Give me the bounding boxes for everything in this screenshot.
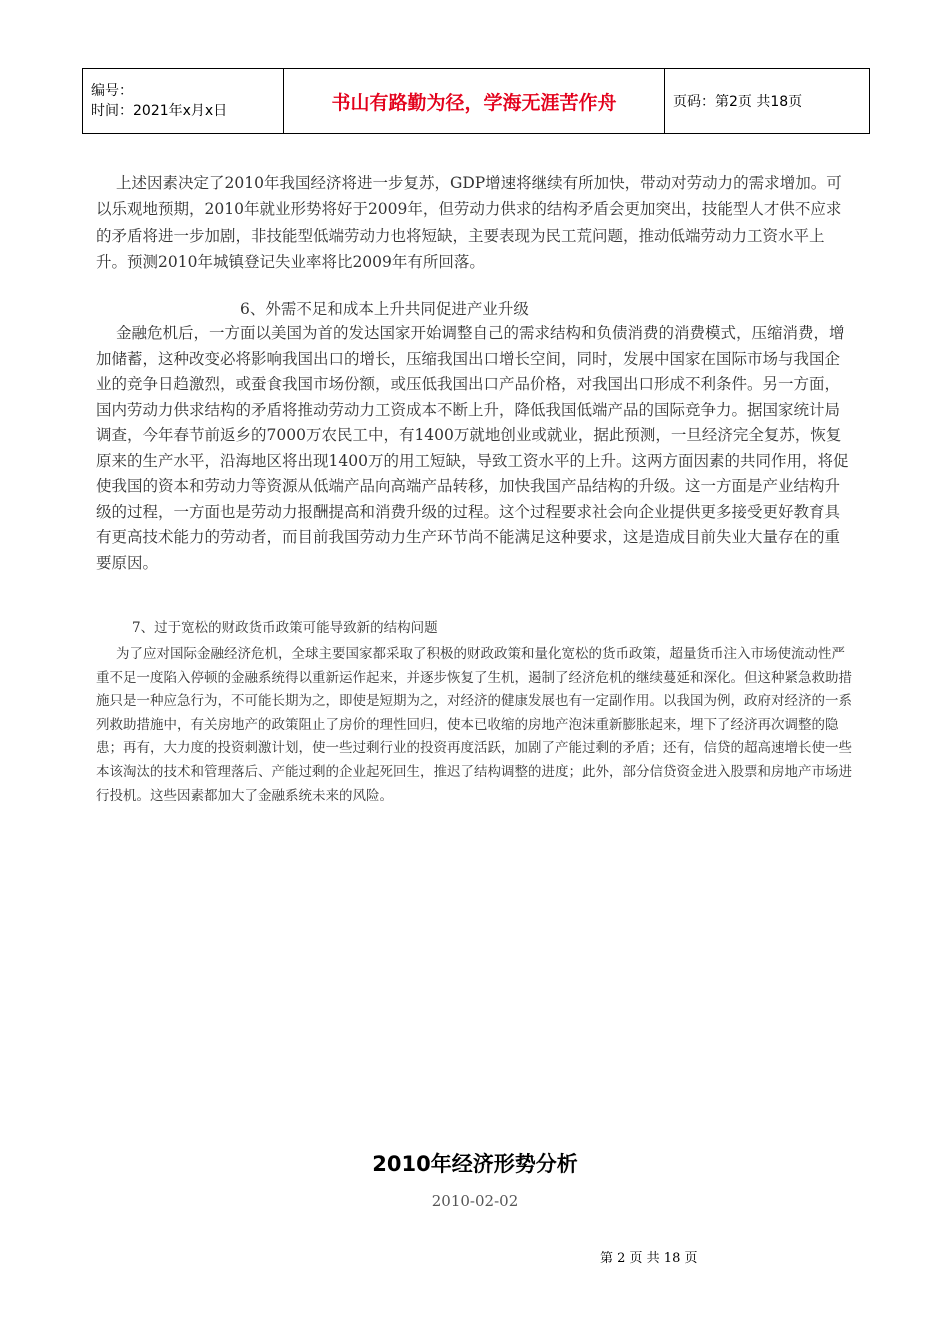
header-meta-cell xyxy=(83,69,284,134)
header-page-label: 页码：第2页 共18页 xyxy=(665,69,870,134)
section-heading-7: 7、过于宽松的财政货币政策可能导致新的结构问题 xyxy=(132,620,438,636)
footer-title: 2010年经济形势分析 xyxy=(372,1152,578,1176)
paragraph-industrial-upgrade: 金融危机后，一方面以美国为首的发达国家开始调整自己的需求结构和负债消费的消费模式，压缩消费，增加储蓄，这种改变必将影响我国出口的增长，压缩我国出口增长空间，同时，发展中国家在国际市场与我国企业的竞争日趋激烈，或蚕食我国市场份额，或压低我国出口产品价格，对我国出口形成不利条件。另一方面，国内劳动力供求结构的矛盾将推动劳动力工资成本不断上升，降低我国低端产品的国际竞争力。据国家统计局调查，今年春节前返乡的7000万农民工中，有1400万就地创业或就业，据此预测，一旦经济完全复苏，恢复原来的生产水平，沿海地区将出现1400万的用工短缺，导致工资水平的上升。这两方面因素的共同作用，将促使我国的资本和劳动力等资源从低端产品向高端产品转移，加快我国产品结构的升级。这一方面是产业结构升级的过程，一方面也是劳动力报酬提高和消费升级的过程。这个过程要求社会向企业提供更多接受更好教育具有更高技术能力的劳动者，而目前我国劳动力生产环节尚不能满足这种要求，这是造成目前失业大量存在的重要原因。 xyxy=(96,324,849,572)
document-number-label: 编号： xyxy=(91,83,133,99)
document-date-label: 时间：2021年x月x日 xyxy=(91,103,228,119)
paragraph-fiscal-policy: 为了应对国际金融经济危机，全球主要国家都采取了积极的财政政策和量化宽松的货币政策，超量货币注入市场使流动性严重不足一度陷入停顿的金融系统得以重新运作起来，并逐步恢复了生机，遏制了经济危机的继续蔓延和深化。但这种紧急救助措施只是一种应急行为，不可能长期为之，即使是短期为之，对经济的健康发展也有一定副作用。以我国为例，政府对经济的一系列救助措施中，有关房地产的政策阻止了房价的理性回归，使本已收缩的房地产泡沫重新膨胀起来，埋下了经济再次调整的隐患；再有，大力度的投资刺激计划，使一些过剩行业的投资再度活跃，加剧了产能过剩的矛盾；还有，信贷的超高速增长使一些本该淘汰的技术和管理落后、产能过剩的企业起死回生，推迟了结构调整的进度；此外，部分信贷资金进入股票和房地产市场进行投机。这些因素都加大了金融系统未来的风险。 xyxy=(96,646,852,804)
page-number: 第 2 页 共 18 页 xyxy=(600,1251,698,1266)
document-header xyxy=(82,68,870,134)
footer-date: 2010-02-02 xyxy=(431,1192,519,1210)
header-motto: 书山有路勤为径，学海无涯苦作舟 xyxy=(284,69,665,134)
section-heading-6: 6、外需不足和成本上升共同促进产业升级 xyxy=(240,300,529,318)
paragraph-employment-outlook: 上述因素决定了2010年我国经济将进一步复苏，GDP增速将继续有所加快，带动对劳动力的需求增加。可以乐观地预期，2010年就业形势将好于2009年，但劳动力供求的结构矛盾会更加突出，技能型人才供不应求的矛盾将进一步加剧，非技能型低端劳动力也将短缺，主要表现为民工荒问题，推动低端劳动力工资水平上升。预测2010年城镇登记失业率将比2009年有所回落。 xyxy=(96,174,842,272)
